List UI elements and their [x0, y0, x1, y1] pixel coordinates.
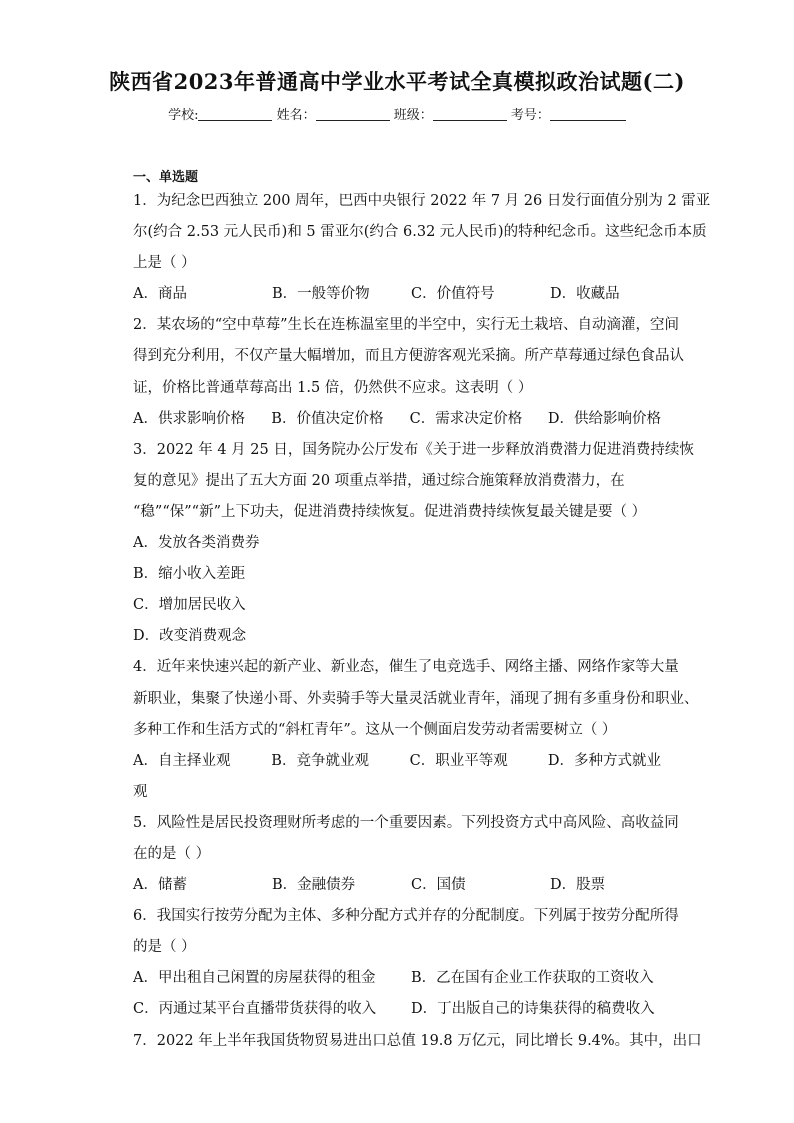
question-text-line: 新职业，集聚了快递小哥、外卖骑手等大量灵活就业青年，涌现了拥有多重身份和职业、 — [133, 690, 699, 707]
number-label: 考号： — [510, 108, 550, 123]
option-d[interactable]: D．丁出版自己的诗集获得的稿费收入 — [411, 1001, 655, 1018]
class-label: 班级： — [393, 108, 433, 123]
option-d-wrap: 观 — [133, 783, 148, 800]
option-d[interactable]: D．收藏品 — [550, 286, 620, 303]
option-b[interactable]: B．一般等价物 — [272, 286, 370, 303]
option-c[interactable]: C．增加居民收入 — [133, 597, 246, 614]
option-c[interactable]: C．丙通过某平台直播带货获得的收入 — [133, 1001, 377, 1018]
option-d[interactable]: D．股票 — [550, 877, 606, 894]
question-text-line: “稳”“保”“新”上下功夫，促进消费持续恢复。促进消费持续恢复最关键是要（ ） — [133, 503, 647, 520]
question-text-line: 复的意见》提出了五大方面 20 项重点举措，通过综合施策释放消费潜力，在 — [133, 472, 625, 489]
question-text-line: 2．某农场的“空中草莓”生长在连栋温室里的半空中，实行无土栽培、自动滴灌，空间 — [133, 317, 680, 334]
question — [133, 310, 684, 434]
option-row — [133, 994, 661, 1025]
option-row — [133, 746, 661, 777]
question-text-line: 1．为纪念巴西独立 200 周年，巴西中央银行 2022 年 7 月 26 日发行面值分别为 2 雷亚 — [133, 193, 711, 209]
option-d[interactable]: D．改变消费观念 — [133, 628, 247, 645]
question-text-line: 得到充分利用，不仅产量大幅增加，而且方便游客观光采摘。所产草莓通过绿色食品认 — [133, 348, 684, 365]
option-b[interactable]: B．乙在国有企业工作获取的工资收入 — [411, 970, 654, 987]
option-a[interactable]: A．自主择业观 — [133, 752, 231, 769]
student-info-line — [0, 104, 794, 123]
school-blank[interactable] — [198, 108, 272, 121]
option-b[interactable]: B．缩小收入差距 — [133, 566, 246, 583]
name-blank[interactable] — [316, 108, 390, 121]
question — [133, 435, 694, 653]
school-label: 学校: — [168, 108, 199, 123]
option-c[interactable]: C．职业平等观 — [409, 752, 508, 769]
option-c[interactable]: C．需求决定价格 — [409, 410, 523, 427]
section-heading: 一、单选题 — [133, 170, 199, 185]
question-text-line: 多种工作和生活方式的“斜杠青年”。这从一个侧面启发劳动者需要树立（ ） — [133, 721, 617, 738]
option-c[interactable]: C．国债 — [411, 877, 466, 894]
option-b[interactable]: B．价值决定价格 — [271, 410, 384, 427]
name-label: 姓名： — [276, 108, 316, 123]
option-a[interactable]: A．储蓄 — [133, 877, 187, 894]
option-row — [133, 279, 661, 310]
question — [133, 1026, 702, 1057]
option-c[interactable]: C．价值符号 — [411, 286, 495, 303]
option-d[interactable]: D．多种方式就业 — [547, 752, 662, 769]
question-text-line: 5．风险性是居民投资理财所考虑的一个重要因素。下列投资方式中高风险、高收益同 — [133, 814, 679, 831]
option-b[interactable]: B．竞争就业观 — [271, 752, 369, 769]
option-a[interactable]: A．供求影响价格 — [133, 410, 245, 427]
number-blank[interactable] — [550, 108, 626, 121]
question — [133, 186, 711, 310]
question — [133, 652, 699, 807]
option-row — [133, 404, 661, 435]
question — [133, 808, 679, 901]
option-a[interactable]: A．商品 — [133, 286, 187, 303]
exam-title: 陕西省2023年普通高中学业水平考试全真模拟政治试题(二) — [109, 69, 685, 94]
question-text-line: 6．我国实行按劳分配为主体、多种分配方式并存的分配制度。下列属于按劳分配所得 — [133, 908, 679, 925]
option-d[interactable]: D．供给影响价格 — [547, 410, 662, 427]
question-text-line: 4．近年来快速兴起的新产业、新业态，催生了电竞选手、网络主播、网络作家等大量 — [133, 659, 679, 676]
question — [133, 901, 679, 1025]
question-list — [133, 186, 711, 1057]
question-text-line: 证，价格比普通草莓高出 1.5 倍，仍然供不应求。这表明（ ） — [133, 379, 533, 396]
option-row — [133, 870, 661, 901]
question-text-line: 3．2022 年 4 月 25 日，国务院办公厅发布《关于进一步释放消费潜力促进消费持续恢 — [133, 441, 694, 458]
question-text-line: 在的是（ ） — [133, 845, 211, 862]
option-b[interactable]: B．金融债券 — [272, 877, 356, 894]
question-text-line: 7．2022 年上半年我国货物贸易进出口总值 19.8 万亿元，同比增长 9.4%。其中，出口 — [133, 1032, 702, 1049]
class-blank[interactable] — [433, 108, 507, 121]
question-text-line: 上是（ ） — [133, 255, 196, 272]
option-a[interactable]: A．甲出租自己闲置的房屋获得的租金 — [133, 970, 376, 987]
question-text-line: 尔(约合 2.53 元人民币)和 5 雷亚尔(约合 6.32 元人民币)的特种纪念币。这些纪念币本质 — [133, 224, 707, 241]
option-row — [133, 963, 661, 994]
option-a[interactable]: A．发放各类消费券 — [133, 535, 260, 552]
question-text-line: 的是（ ） — [133, 939, 196, 956]
